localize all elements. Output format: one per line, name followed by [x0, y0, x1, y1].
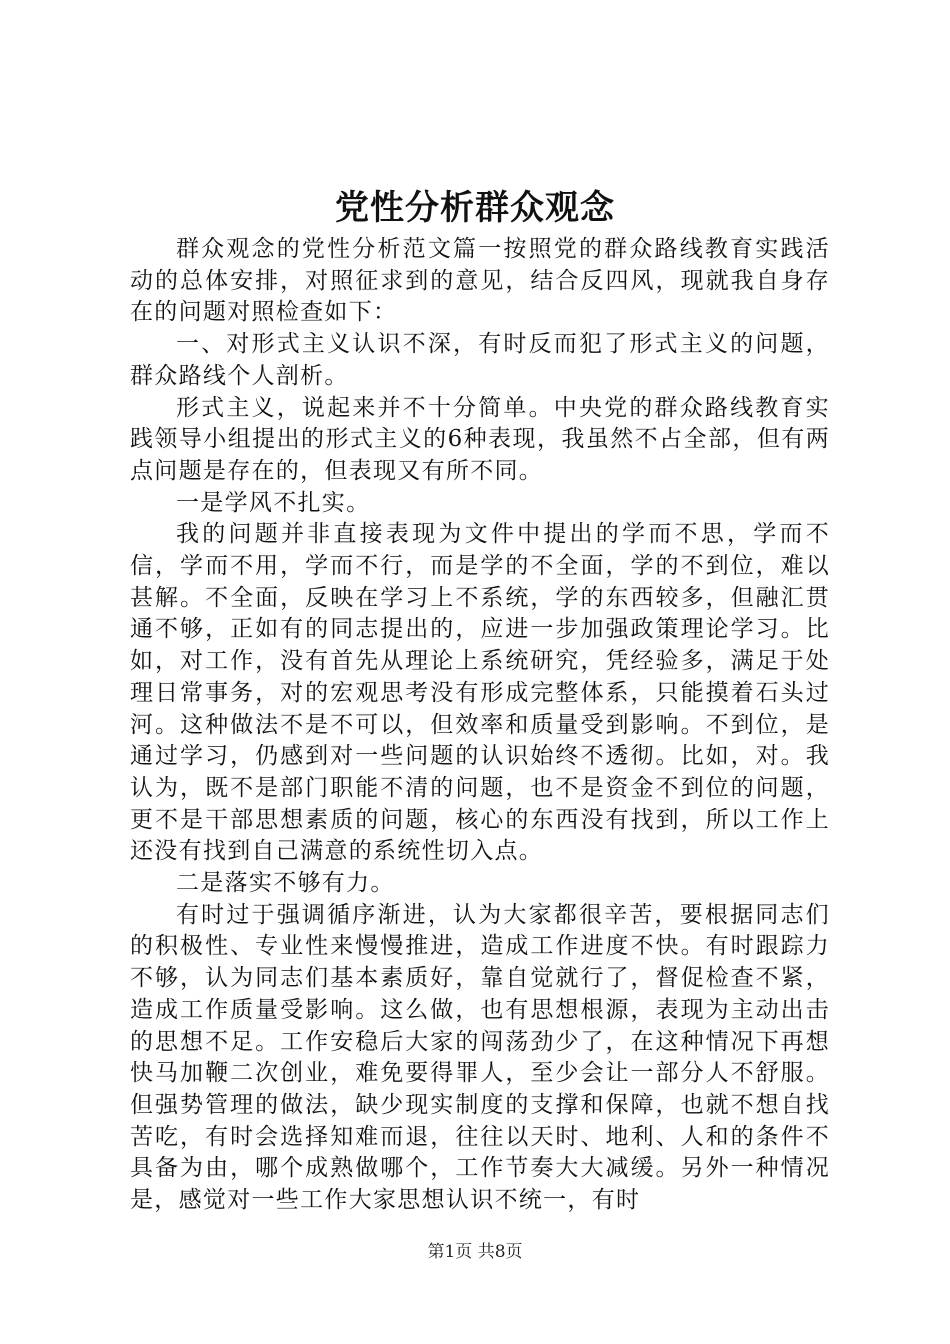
- page-number-footer: 第1页 共8页: [427, 1242, 523, 1262]
- section-heading: 一是学风不扎实。: [176, 489, 371, 516]
- paragraph: 形式主义，说起来并不十分简单。中央党的群众路线教育实践领导小组提出的形式主义的6种表现，我虽然不占全部，但有两点问题是存在的，但表现又有所不同。: [130, 394, 830, 484]
- document-title: 党性分析群众观念: [335, 188, 615, 228]
- section-heading: 二是落实不够有力。: [176, 870, 395, 897]
- paragraph: 有时过于强调循序渐进，认为大家都很辛苦，要根据同志们的积极性、专业性来慢慢推进，造成工作进度不快。有时跟踪力不够，认为同志们基本素质好，靠自觉就行了，督促检查不紧，造成工作质量受影响。这么做，也有思想根源，表现为主动出击的思想不足。工作安稳后大家的闯荡劲少了，在这种情况下再想快马加鞭二次创业，难免要得罪人，至少会让一部分人不舒服。但强势管理的做法，缺少现实制度的支撑和保障，也就不想自找苦吃，有时会选择知难而退，往往以天时、地利、人和的条件不具备为由，哪个成熟做哪个，工作节奏大大减缓。另外一种情况是，感觉对一些工作大家思想认识不统一，有时: [130, 901, 830, 1214]
- document-body: [130, 234, 830, 1217]
- paragraph: 我的问题并非直接表现为文件中提出的学而不思，学而不信，学而不用，学而不行，而是学的不全面，学的不到位，难以甚解。不全面，反映在学习上不系统，学的东西较多，但融汇贯通不够，正如有的同志提出的，应进一步加强政策理论学习。比如，对工作，没有首先从理论上系统研究，凭经验多，满足于处理日常事务，对的宏观思考没有形成完整体系，只能摸着石头过河。这种做法不是不可以，但效率和质量受到影响。不到位，是通过学习，仍感到对一些问题的认识始终不透彻。比如，对。我认为，既不是部门职能不清的问题，也不是资金不到位的问题，更不是干部思想素质的问题，核心的东西没有找到，所以工作上还没有找到自己满意的系统性切入点。: [130, 521, 830, 865]
- paragraph: 群众观念的党性分析范文篇一按照党的群众路线教育实践活动的总体安排，对照征求到的意见，结合反四风，现就我自身存在的问题对照检查如下：: [130, 236, 830, 326]
- paragraph: 一、对形式主义认识不深，有时反而犯了形式主义的问题，群众路线个人剖析。: [130, 331, 830, 389]
